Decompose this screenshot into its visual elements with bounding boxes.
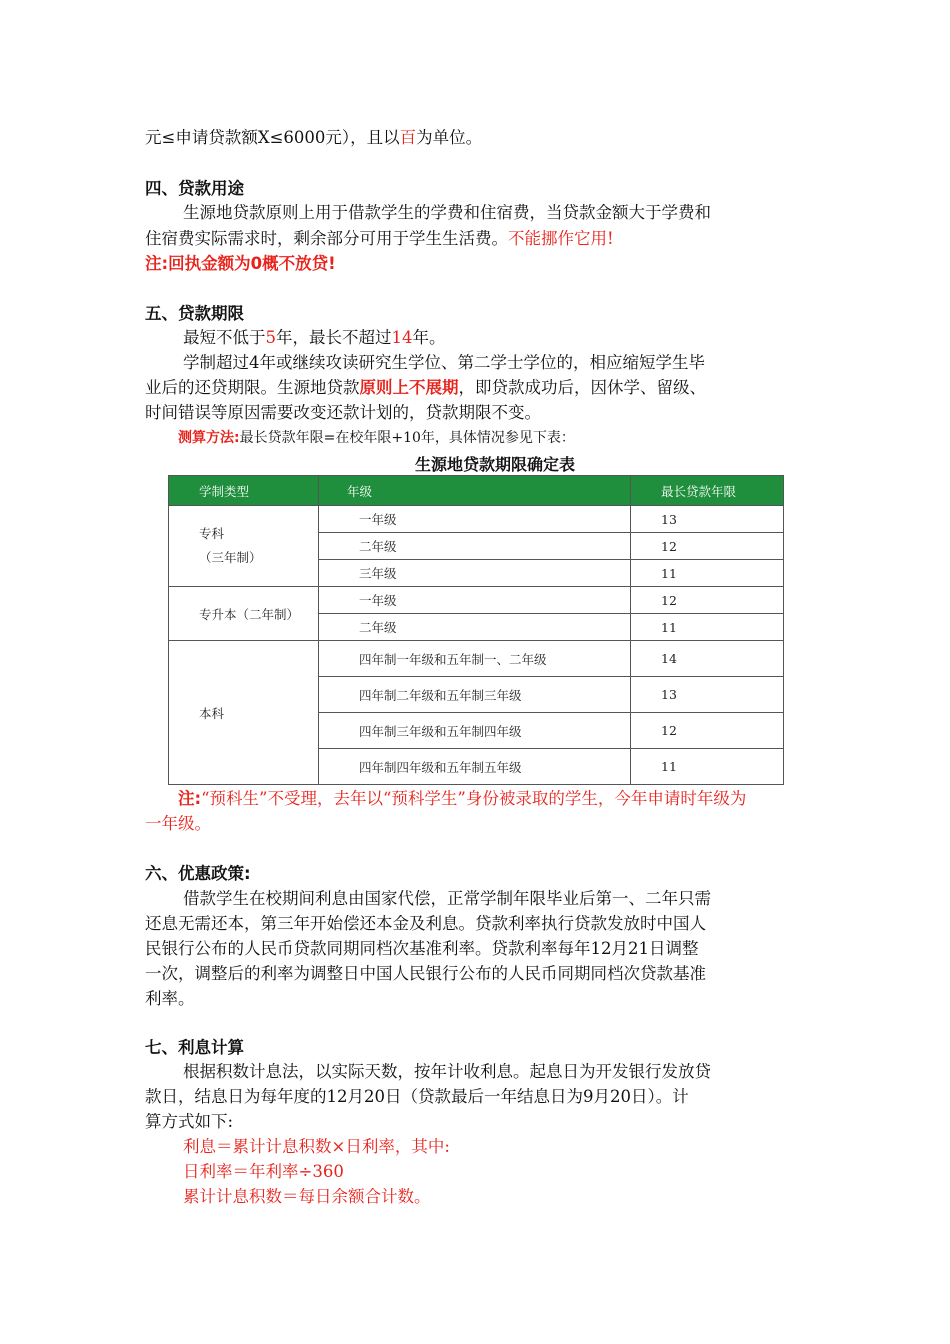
table-title: 生源地贷款期限确定表 [414, 455, 575, 474]
table-row [169, 587, 784, 614]
section4-heading: 四、贷款用途 [145, 179, 244, 198]
grade-cell: 四年制二年级和五年制三年级 [319, 677, 631, 713]
table-note-cont: 一年级。 [145, 814, 211, 833]
section7-para-line: 款日，结息日为每年度的12月20日（贷款最后一年结息日为9月20日）。计 [145, 1087, 689, 1106]
years-cell: 14 [631, 641, 784, 677]
section5-para-line: 时间错误等原因需要改变还款计划的，贷款期限不变。 [145, 403, 541, 422]
section5-para-line: 业后的还贷期限。生源地贷款原则上不展期，即贷款成功后，因休学、留级、 [145, 378, 706, 397]
table-note: 注:“预科生”不受理，去年以“预科学生”身份被录取的学生，今年申请时年级为 [178, 789, 747, 808]
grade-cell: 一年级 [319, 587, 631, 614]
grade-cell: 二年级 [319, 614, 631, 641]
table-header-row [169, 476, 784, 506]
header-years: 最长贷款年限 [631, 476, 784, 506]
section5-para-line: 学制超过4年或继续攻读研究生学位、第二学士学位的，相应缩短学生毕 [183, 353, 705, 372]
section4-para-line: 生源地贷款原则上用于借款学生的学费和住宿费，当贷款金额大于学费和 [183, 203, 711, 222]
section5-heading: 五、贷款期限 [145, 304, 244, 323]
years-cell: 11 [631, 560, 784, 587]
section6-para-line: 民银行公布的人民币贷款同期同档次基准利率。贷款利率每年12月21日调整 [145, 939, 699, 958]
years-cell: 13 [631, 506, 784, 533]
table-row [169, 641, 784, 677]
loan-term-range: 最短不低于5年，最长不超过14年。 [183, 328, 446, 347]
loan-term-table [168, 475, 784, 785]
warning-text: 不能挪作它用! [508, 229, 614, 248]
section4-note: 注:回执金额为0概不放贷! [145, 254, 336, 273]
header-grade: 年级 [319, 476, 631, 506]
years-cell: 11 [631, 614, 784, 641]
type-cell: 本科 [169, 641, 319, 785]
formula-line: 累计计息积数＝每日余额合计数。 [183, 1187, 431, 1206]
section6-heading: 六、优惠政策: [145, 864, 251, 883]
section6-para-line: 还息无需还本，第三年开始偿还本金及利息。贷款利率执行贷款发放时中国人 [145, 914, 706, 933]
grade-cell: 四年制一年级和五年制一、二年级 [319, 641, 631, 677]
formula-line: 日利率＝年利率÷360 [183, 1162, 344, 1181]
years-cell: 12 [631, 533, 784, 560]
type-cell: 专升本（二年制） [169, 587, 319, 641]
years-cell: 12 [631, 713, 784, 749]
type-cell: 专科 （三年制） [169, 506, 319, 587]
max-years: 14 [391, 328, 413, 347]
grade-cell: 三年级 [319, 560, 631, 587]
header-type: 学制类型 [169, 476, 319, 506]
grade-cell: 四年制四年级和五年制五年级 [319, 749, 631, 785]
no-extension-text: 原则上不展期 [359, 378, 459, 397]
intro-line: 元≤申请贷款额X≤6000元），且以百为单位。 [145, 128, 483, 147]
table-row [169, 506, 784, 533]
calc-method-label: 测算方法: [178, 430, 240, 446]
grade-cell: 四年制三年级和五年制四年级 [319, 713, 631, 749]
years-cell: 13 [631, 677, 784, 713]
grade-cell: 一年级 [319, 506, 631, 533]
section6-para-line: 利率。 [145, 989, 195, 1008]
years-cell: 11 [631, 749, 784, 785]
grade-cell: 二年级 [319, 533, 631, 560]
table-note-label: 注: [178, 789, 202, 808]
section6-para-line: 借款学生在校期间利息由国家代偿，正常学制年限毕业后第一、二年只需 [183, 889, 711, 908]
section7-heading: 七、利息计算 [145, 1038, 244, 1057]
calc-method: 测算方法:最长贷款年限=在校年限+10年，具体情况参见下表： [178, 430, 575, 446]
unit-highlight: 百 [399, 128, 417, 147]
section4-para-line: 住宿费实际需求时，剩余部分可用于学生生活费。不能挪作它用! [145, 229, 614, 248]
years-cell: 12 [631, 587, 784, 614]
section7-para-line: 根据积数计息法，以实际天数，按年计收利息。起息日为开发银行发放贷 [183, 1062, 711, 1081]
min-years: 5 [265, 328, 276, 347]
formula-line: 利息＝累计计息积数×日利率，其中: [183, 1137, 450, 1156]
section6-para-line: 一次，调整后的利率为调整日中国人民银行公布的人民币同期同档次贷款基准 [145, 964, 706, 983]
section7-para-line: 算方式如下: [145, 1112, 234, 1131]
